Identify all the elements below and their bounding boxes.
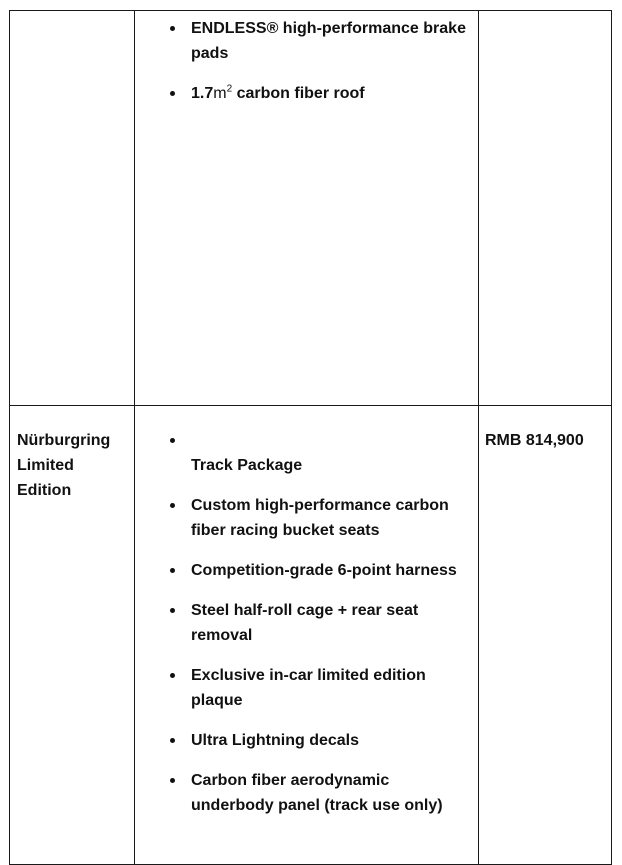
list-item: Competition-grade 6-point harness	[135, 558, 474, 583]
trim-name-line: Limited	[17, 457, 74, 474]
trim-spec-table	[9, 10, 612, 865]
list-item: ENDLESS® high-performance brake pads	[135, 16, 474, 66]
trim-name-cell	[10, 11, 135, 406]
roof-size-exponent: 2	[226, 83, 233, 95]
feature-list	[135, 428, 474, 818]
list-item: Steel half-roll cage + rear seat removal	[135, 598, 474, 648]
trim-name-cell	[10, 406, 135, 865]
list-item: Carbon fiber aerodynamic underbody panel (track use only)	[135, 768, 474, 818]
roof-size-value: 1.7	[191, 85, 214, 102]
price-cell	[479, 11, 612, 406]
list-item: Ultra Lightning decals	[135, 728, 474, 753]
list-item-text: Track Package	[191, 457, 303, 474]
table-row	[10, 11, 612, 406]
price-cell: RMB 814,900	[479, 406, 612, 865]
list-item: Exclusive in-car limited edition plaque	[135, 663, 474, 713]
trim-name-line: Edition	[17, 482, 72, 499]
list-item	[135, 428, 474, 478]
list-item	[135, 81, 474, 106]
table-row	[10, 406, 612, 865]
feature-list	[135, 16, 474, 106]
roof-description: carbon fiber roof	[232, 85, 365, 102]
features-cell	[135, 406, 479, 865]
trim-name-line: Nürburgring	[17, 432, 111, 449]
list-item: Custom high-performance carbon fiber racing bucket seats	[135, 493, 474, 543]
features-cell	[135, 11, 479, 406]
roof-size-unit: m	[213, 85, 227, 102]
